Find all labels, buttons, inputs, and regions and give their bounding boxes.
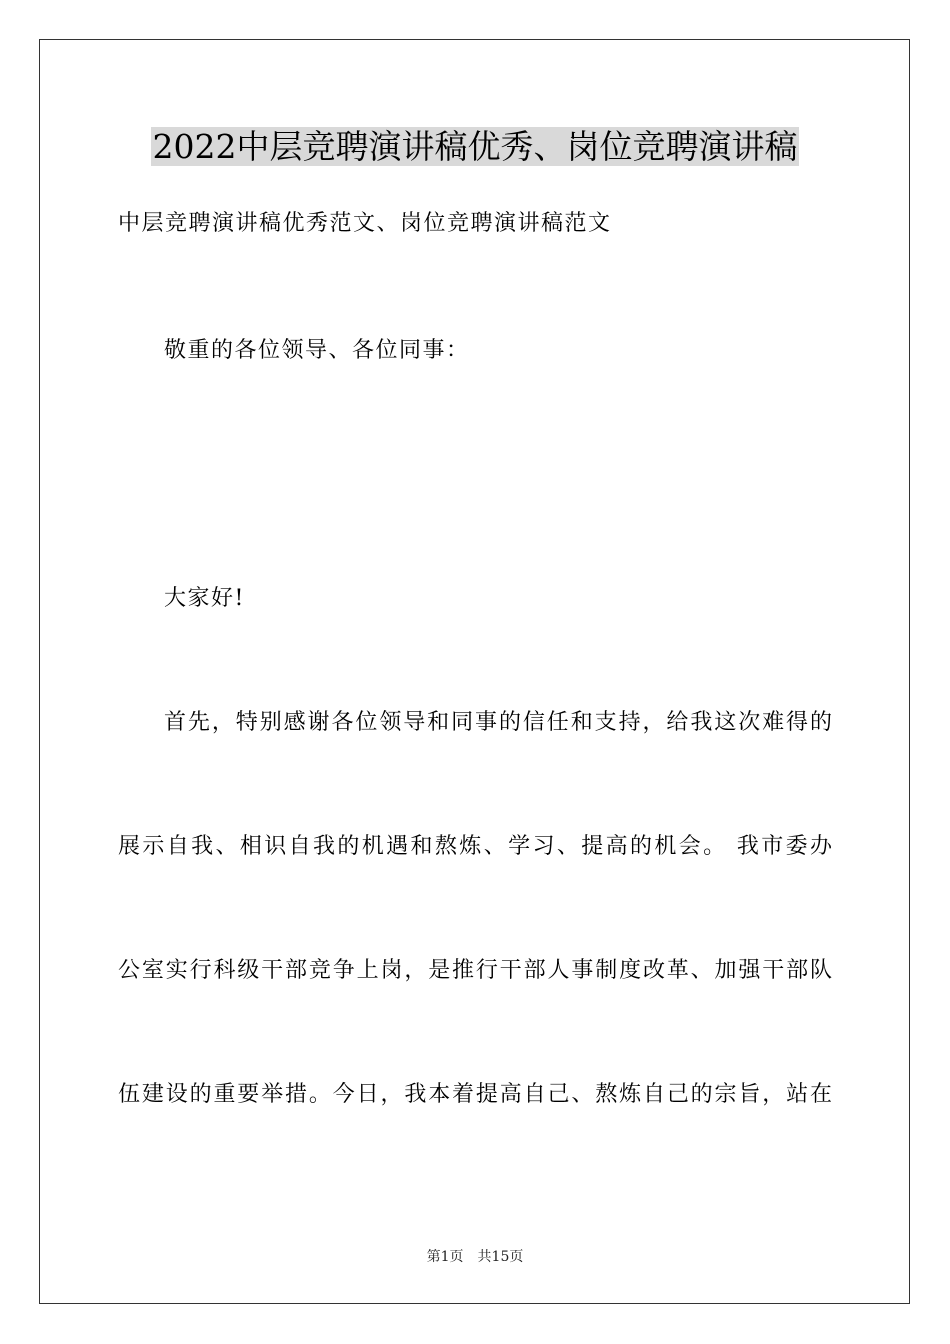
paragraph-line: 首先，特别感谢各位领导和同事的信任和支持，给我这次难得的: [164, 710, 832, 735]
page-total: 共15页: [477, 1249, 524, 1265]
document-title: [0, 124, 950, 170]
page-number: 第1页: [426, 1249, 464, 1265]
paragraph-line: 公室实行科级干部竞争上岗，是推行干部人事制度改革、加强干部队: [118, 958, 832, 983]
document-title-text: 2022中层竞聘演讲稿优秀、岗位竞聘演讲稿: [152, 127, 798, 166]
salutation: 大家好!: [164, 586, 245, 611]
paragraph-line: 伍建设的重要举措。今日，我本着提高自己、熬炼自己的宗旨，站在: [118, 1082, 832, 1107]
document-subtitle: 中层竞聘演讲稿优秀范文、岗位竞聘演讲稿范文: [118, 211, 612, 236]
greeting: 敬重的各位领导、各位同事：: [164, 338, 470, 363]
paragraph-line: 展示自我、相识自我的机遇和熬炼、学习、提高的机会。 我市委办: [118, 834, 832, 859]
page-footer: [0, 1247, 950, 1267]
